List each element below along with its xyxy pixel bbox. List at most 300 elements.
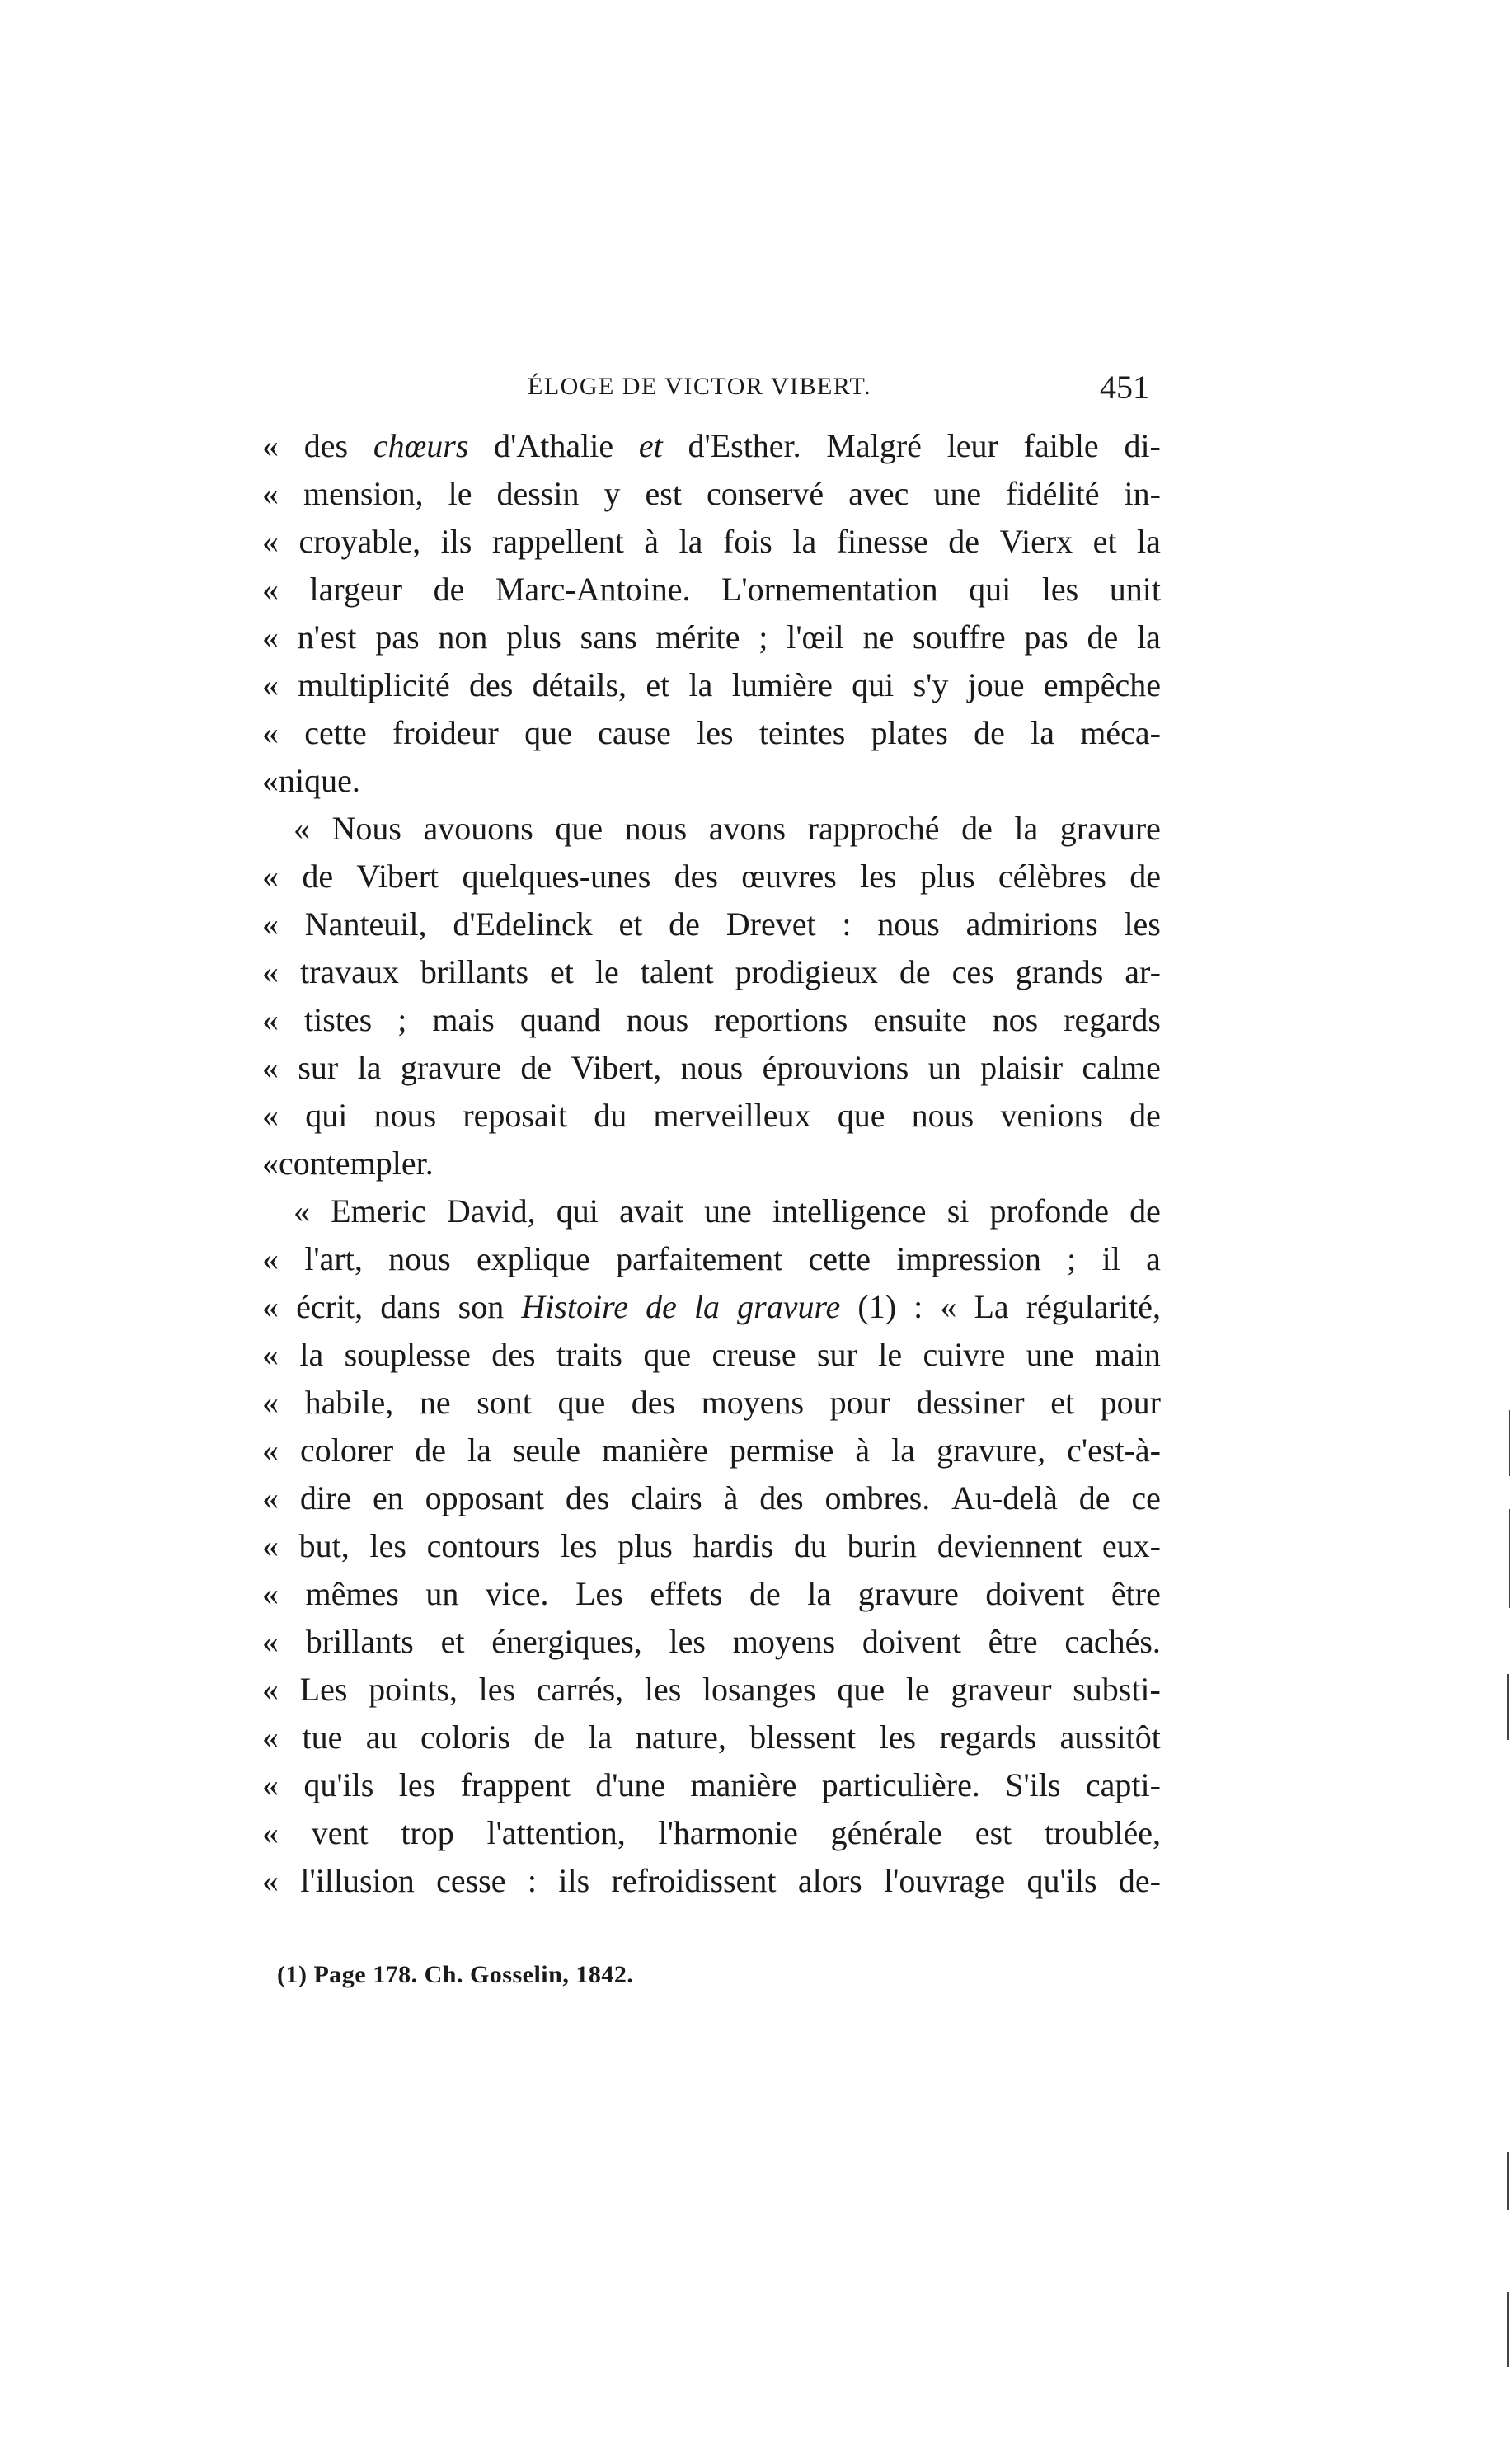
word: éprouvions [762,1049,909,1086]
text-line [262,900,1161,948]
word: et [646,666,670,703]
word: doivent [862,1623,961,1660]
word: « [262,858,279,895]
word: avons [708,810,787,847]
word: ils [558,1862,590,1899]
word: mension, [303,475,424,512]
word: avait [619,1192,683,1230]
word: coloris [420,1719,510,1756]
word: que [837,1097,885,1134]
word: et [550,953,574,990]
word: des [631,1384,676,1421]
word: sont [477,1384,532,1421]
word: de [961,810,993,847]
text-line [262,709,1161,757]
text-line [262,1857,1161,1905]
word: s'y [913,666,949,703]
word: ce [1131,1479,1161,1516]
word: gravure [1059,810,1161,847]
word: « [262,523,279,560]
word: froideur [392,714,499,751]
word: ne [419,1384,451,1421]
word: nos [992,1001,1039,1038]
word: de [520,1049,552,1086]
word: plus [506,618,561,656]
word: gravure [857,1575,959,1612]
word: opposant [425,1479,545,1516]
word: de [533,1719,566,1756]
word: multiplicité [298,666,450,703]
word: cette [808,1240,871,1277]
word: à [855,1432,871,1469]
text-line [262,1809,1161,1857]
word: « [262,618,279,656]
word: les [1041,571,1079,608]
word: souplesse [344,1336,471,1373]
word: que [555,810,603,847]
text-line [262,566,1161,614]
word: cuivre [923,1336,1006,1373]
text-line [262,1140,1161,1187]
word: les [398,1766,436,1803]
word: le [594,953,619,990]
word: parfaitement [616,1240,783,1277]
word: méca- [1080,714,1161,751]
text-line [262,422,1161,470]
word: « [262,1623,279,1660]
word: traits [556,1336,622,1373]
word: détails, [532,666,627,703]
word: des [759,1479,804,1516]
word: « [262,1336,279,1373]
word: nous [373,1097,437,1134]
word: manière [690,1766,797,1803]
word: de [1087,618,1119,656]
page-number: 451 [1100,369,1149,406]
word: et [1092,523,1117,560]
word: que [557,1384,606,1421]
word: de [1129,1192,1161,1230]
word: nous [877,905,940,943]
word: qui [852,666,895,703]
word: Emeric [331,1192,426,1230]
word: « [262,1384,279,1421]
word: avouons [423,810,533,847]
word: blessent [749,1719,857,1756]
word: moyens [701,1384,805,1421]
word: Malgré [826,427,922,464]
word: son [458,1288,505,1325]
word: calme [1082,1049,1161,1086]
word: que [643,1336,692,1373]
word: ; [758,618,768,656]
word: les [669,1623,706,1660]
word: eux- [1101,1527,1161,1564]
word: « [262,666,279,703]
text-line [262,1474,1161,1522]
word: que [837,1671,885,1708]
word: « [262,1575,279,1612]
text-line [262,1379,1161,1427]
word: pour [829,1384,890,1421]
word: de [899,953,931,990]
word: nous [388,1240,451,1277]
word: « [262,762,279,799]
word: si [946,1192,970,1230]
word: générale [830,1814,943,1851]
word: « [262,571,279,608]
word: moyens [732,1623,836,1660]
word: de [646,1288,677,1325]
text-line [262,1427,1161,1474]
word: régularité, [1026,1288,1161,1325]
word: doivent [985,1575,1085,1612]
word: au [365,1719,397,1756]
scan-mark [1509,1509,1510,1608]
word: quand [519,1001,601,1038]
word: énergiques, [491,1623,642,1660]
text-line [262,1618,1161,1666]
word: tue [302,1719,343,1756]
word: mais [432,1001,495,1038]
word: « [262,905,279,943]
word: plaisir [980,1049,1064,1086]
word: pas [1024,618,1068,656]
word: de [415,1432,446,1469]
word: Nanteuil, [304,905,427,943]
word: nique. [279,762,360,799]
word: être [1111,1575,1161,1612]
word: la [792,523,817,560]
word: des [565,1479,610,1516]
word: ar- [1125,953,1161,990]
word: ; [397,1001,407,1038]
word: a [1146,1240,1161,1277]
word: dessiner [916,1384,1025,1421]
word: but, [298,1527,350,1564]
word: manière [602,1432,708,1469]
text-line [262,1714,1161,1761]
word: les [697,714,734,751]
word: vice. [485,1575,549,1612]
word: « [262,953,279,990]
text-line [262,1044,1161,1092]
word: qui [305,1097,348,1134]
word: la [1014,810,1039,847]
word: les [1124,905,1161,943]
word: S'ils [1005,1766,1061,1803]
word: regards [939,1719,1037,1756]
word: losanges [702,1671,816,1708]
word: empêche [1043,666,1161,703]
scan-mark [1507,2292,1509,2367]
word: cachés. [1064,1623,1161,1660]
word: de [749,1575,781,1612]
word: de [433,571,465,608]
word: de [948,523,979,560]
word: Histoire [521,1288,628,1325]
word: une [933,475,982,512]
word: capti- [1085,1766,1161,1803]
word: d'Athalie [494,427,614,464]
word: en [372,1479,404,1516]
word: et [618,905,643,943]
word: Les [575,1575,623,1612]
word: (1) [857,1288,897,1325]
word: talent [640,953,714,990]
word: l'œil [787,618,844,656]
text-line [262,614,1161,661]
word: vent [311,1814,369,1851]
word: plus [617,1527,673,1564]
footnote: (1) Page 178. Ch. Gosselin, 1842. [277,1961,634,1988]
word: cette [304,714,367,751]
word: le [878,1336,903,1373]
word: substi- [1073,1671,1161,1708]
word: cesse [436,1862,506,1899]
word: troublée, [1044,1814,1161,1851]
word: les [478,1671,516,1708]
word: faible [1023,427,1099,464]
word: l'art, [304,1240,363,1277]
word: la [467,1432,491,1469]
word: burin [847,1527,918,1564]
word: souffre [913,618,1006,656]
word: ensuite [873,1001,967,1038]
word: nous [626,1001,689,1038]
word: nous [624,810,688,847]
word: la [693,1288,721,1325]
word: pas [375,618,420,656]
word: nous [680,1049,744,1086]
word: brillants [420,953,529,990]
word: « [262,1145,279,1182]
word: aussitôt [1059,1719,1161,1756]
word: ne [862,618,895,656]
word: la [1031,714,1054,751]
word: est [645,475,682,512]
word: teintes [758,714,846,751]
word: admirions [965,905,1098,943]
text-line [262,470,1161,518]
word: Nous [331,810,401,847]
word: la [688,666,713,703]
word: le [905,1671,930,1708]
word: de [1129,1097,1161,1134]
word: l'ouvrage [884,1862,1006,1899]
word: croyable, [298,523,421,560]
text-line [262,1761,1161,1809]
word: refroidissent [611,1862,777,1899]
word: sur [816,1336,857,1373]
word: L'ornementation [721,571,938,608]
word: et [440,1623,465,1660]
word: frappent [460,1766,571,1803]
word: des [303,427,349,464]
word: une [703,1192,752,1230]
text-line [262,948,1161,996]
word: reposait [463,1097,567,1134]
text-line [262,518,1161,566]
word: de [974,714,1005,751]
word: « [293,810,310,847]
word: lumière [731,666,833,703]
word: « [940,1288,957,1325]
word: être [988,1623,1038,1660]
word: « [262,1814,279,1851]
word: rapproché [807,810,940,847]
body-text [262,422,1161,1905]
word: la [1137,618,1161,656]
word: mêmes [305,1575,399,1612]
word: graveur [951,1671,1052,1708]
word: et [1050,1384,1075,1421]
word: impression [896,1240,1041,1277]
word: la [588,1719,613,1756]
word: brillants [305,1623,414,1660]
word: « [262,1432,279,1469]
word: regards [1064,1001,1161,1038]
word: finesse [836,523,928,560]
word: venions [1000,1097,1103,1134]
word: la [1136,523,1161,560]
word: carrés, [536,1671,624,1708]
word: « [262,1097,279,1134]
text-line [262,1283,1161,1331]
word: leur [946,427,998,464]
word: la [357,1049,382,1086]
word: gravure [400,1049,501,1086]
word: « [262,1240,279,1277]
word: qu'ils [1026,1862,1097,1899]
word: trop [401,1814,454,1851]
word: contempler. [279,1145,434,1182]
word: chœurs [373,427,469,464]
word: un [425,1575,459,1612]
word: hardis [693,1527,774,1564]
word: contours [426,1527,541,1564]
word: « [262,714,279,751]
word: Vierx [999,523,1073,560]
word: « [293,1192,310,1230]
word: ils [440,523,472,560]
word: gravure [737,1288,841,1325]
word: « [262,1288,279,1325]
word: dessin [496,475,580,512]
word: : [842,905,852,943]
word: tistes [303,1001,373,1038]
word: n'est [297,618,357,656]
word: ; [1067,1240,1077,1277]
word: « [262,1049,279,1086]
word: écrit, [296,1288,364,1325]
word: « [262,1527,279,1564]
word: l'harmonie [658,1814,798,1851]
word: les [644,1671,682,1708]
text-line [262,853,1161,900]
word: seule [512,1432,581,1469]
word: ombres. [824,1479,931,1516]
word: qu'ils [303,1766,374,1803]
scan-mark [1509,1410,1510,1476]
word: le [448,475,472,512]
text-line [262,805,1161,853]
word: il [1101,1240,1120,1277]
word: la [807,1575,832,1612]
word: explique [477,1240,590,1277]
word: et [638,427,663,464]
word: intelligence [772,1192,927,1230]
word: est [974,1814,1012,1851]
word: points, [369,1671,458,1708]
word: des [674,858,718,895]
word: alors [797,1862,862,1899]
word: Drevet [725,905,816,943]
word: Vibert, [571,1049,662,1086]
word: : [913,1288,923,1325]
word: y [603,475,621,512]
word: « [262,1766,279,1803]
word: à [723,1479,739,1516]
word: des [469,666,514,703]
word: main [1094,1336,1161,1373]
word: les [879,1719,917,1756]
word: des [491,1336,536,1373]
word: mérite [655,618,740,656]
word: rappellent [491,523,624,560]
word: fois [722,523,772,560]
scan-mark [1507,2152,1509,2210]
word: sans [580,618,637,656]
word: ces [951,953,994,990]
word: grands [1015,953,1104,990]
word: que [524,714,572,751]
text-line [262,996,1161,1044]
word: reportions [714,1001,848,1038]
word: La [974,1288,1009,1325]
scan-mark [1507,1674,1509,1740]
text-line [262,1666,1161,1714]
word: la [891,1432,916,1469]
word: Marc-Antoine. [495,571,691,608]
word: « [262,1001,279,1038]
word: « [262,1479,279,1516]
word: nature, [635,1719,726,1756]
word: deviennent [937,1527,1082,1564]
word: fidélité [1006,475,1100,512]
text-line [262,1235,1161,1283]
word: sur [298,1049,339,1086]
word: d'une [595,1766,666,1803]
word: largeur [309,571,403,608]
word: non [438,618,488,656]
word: « [262,1719,279,1756]
word: qui [969,571,1012,608]
word: les [860,858,897,895]
word: de [1129,858,1161,895]
word: quelques-unes [462,858,651,895]
word: Vibert [356,858,439,895]
word: célèbres [998,858,1106,895]
word: pour [1100,1384,1161,1421]
word: Au-delà [951,1479,1058,1516]
word: in- [1124,475,1161,512]
word: la [299,1336,324,1373]
word: une [1026,1336,1074,1373]
word: du [793,1527,827,1564]
word: c'est-à- [1067,1432,1161,1469]
word: les [369,1527,406,1564]
